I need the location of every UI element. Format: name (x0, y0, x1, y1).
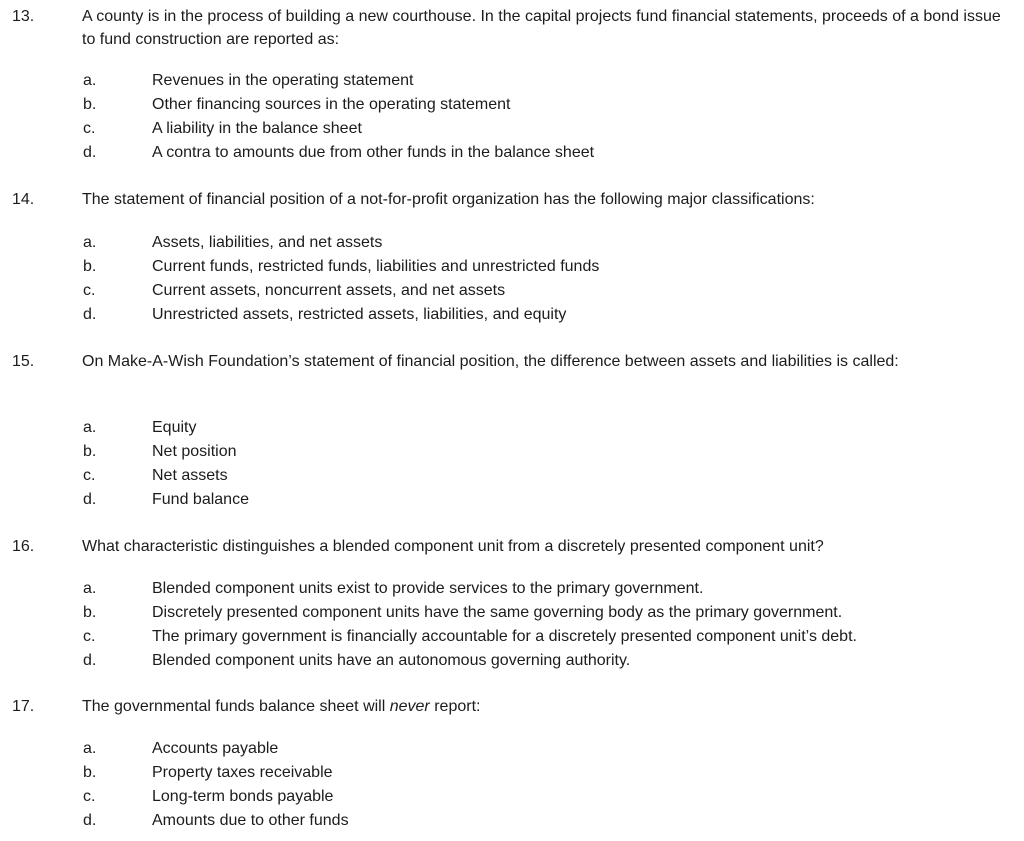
option-letter: b. (83, 96, 97, 113)
option-text: Amounts due to other funds (152, 812, 349, 829)
option-a (0, 231, 1024, 254)
option-a (0, 577, 1024, 600)
option-b (0, 93, 1024, 116)
option-letter: a. (83, 580, 97, 597)
option-text: Long-term bonds payable (152, 788, 334, 805)
option-letter: c. (83, 628, 96, 645)
option-text: Net assets (152, 467, 228, 484)
option-a (0, 416, 1024, 439)
option-letter: d. (83, 306, 97, 323)
option-letter: d. (83, 812, 97, 829)
question-number: 15. (12, 353, 35, 370)
option-letter: a. (83, 740, 97, 757)
option-c (0, 464, 1024, 487)
option-letter: a. (83, 419, 97, 436)
option-text: Current assets, noncurrent assets, and net assets (152, 282, 506, 299)
option-d (0, 649, 1024, 672)
option-text: Current funds, restricted funds, liabilities and unrestricted funds (152, 258, 600, 275)
option-letter: c. (83, 120, 96, 137)
option-letter: b. (83, 604, 97, 621)
option-letter: c. (83, 467, 96, 484)
option-letter: d. (83, 144, 97, 161)
option-b (0, 761, 1024, 784)
option-a (0, 737, 1024, 760)
option-c (0, 279, 1024, 302)
option-d (0, 141, 1024, 164)
option-c (0, 625, 1024, 648)
question-number: 14. (12, 191, 35, 208)
question-stem-emphasis: never (389, 698, 430, 715)
option-text: Revenues in the operating statement (152, 72, 414, 89)
option-b (0, 440, 1024, 463)
option-letter: b. (83, 443, 97, 460)
option-text: Other financing sources in the operating statement (152, 96, 511, 113)
question-stem: On Make-A-Wish Foundation’s statement of financial position, the difference between assets and liabilities is called: (82, 353, 899, 370)
option-c (0, 785, 1024, 808)
option-text: Property taxes receivable (152, 764, 333, 781)
question-stem: What characteristic distinguishes a blended component unit from a discretely presented component unit? (82, 538, 824, 555)
question-number: 17. (12, 698, 35, 715)
option-letter: a. (83, 72, 97, 89)
option-letter: c. (83, 788, 96, 805)
option-a (0, 69, 1024, 92)
option-b (0, 255, 1024, 278)
option-text: A contra to amounts due from other funds in the balance sheet (152, 144, 595, 161)
option-b (0, 601, 1024, 624)
option-letter: d. (83, 652, 97, 669)
option-letter: c. (83, 282, 96, 299)
question-stem-part: The governmental funds balance sheet will (82, 698, 390, 715)
question-stem (82, 695, 1002, 718)
option-text: Equity (152, 419, 197, 436)
option-letter: b. (83, 764, 97, 781)
option-letter: a. (83, 234, 97, 251)
option-d (0, 303, 1024, 326)
option-text: Unrestricted assets, restricted assets, liabilities, and equity (152, 306, 567, 323)
option-letter: b. (83, 258, 97, 275)
option-text: Discretely presented component units have the same governing body as the primary government. (152, 604, 843, 621)
option-c (0, 117, 1024, 140)
option-text: A liability in the balance sheet (152, 120, 362, 137)
option-d (0, 809, 1024, 832)
option-text: Assets, liabilities, and net assets (152, 234, 383, 251)
option-text: Blended component units exist to provide services to the primary government. (152, 580, 704, 597)
question-number: 13. (12, 8, 35, 25)
option-text: Blended component units have an autonomous governing authority. (152, 652, 631, 669)
option-text: Accounts payable (152, 740, 279, 757)
option-text: Fund balance (152, 491, 249, 508)
question-stem: A county is in the process of building a new courthouse. In the capital projects fund financial statements, proceeds of a bond issue to fund construction are reported as: (82, 8, 1001, 48)
question-stem: The statement of financial position of a not-for-profit organization has the following major classifications: (82, 191, 815, 208)
option-text: Net position (152, 443, 237, 460)
question-stem-part: report: (429, 698, 481, 715)
option-letter: d. (83, 491, 97, 508)
option-d (0, 488, 1024, 511)
option-text: The primary government is financially accountable for a discretely presented component unit’s debt. (152, 628, 857, 645)
question-number: 16. (12, 538, 35, 555)
